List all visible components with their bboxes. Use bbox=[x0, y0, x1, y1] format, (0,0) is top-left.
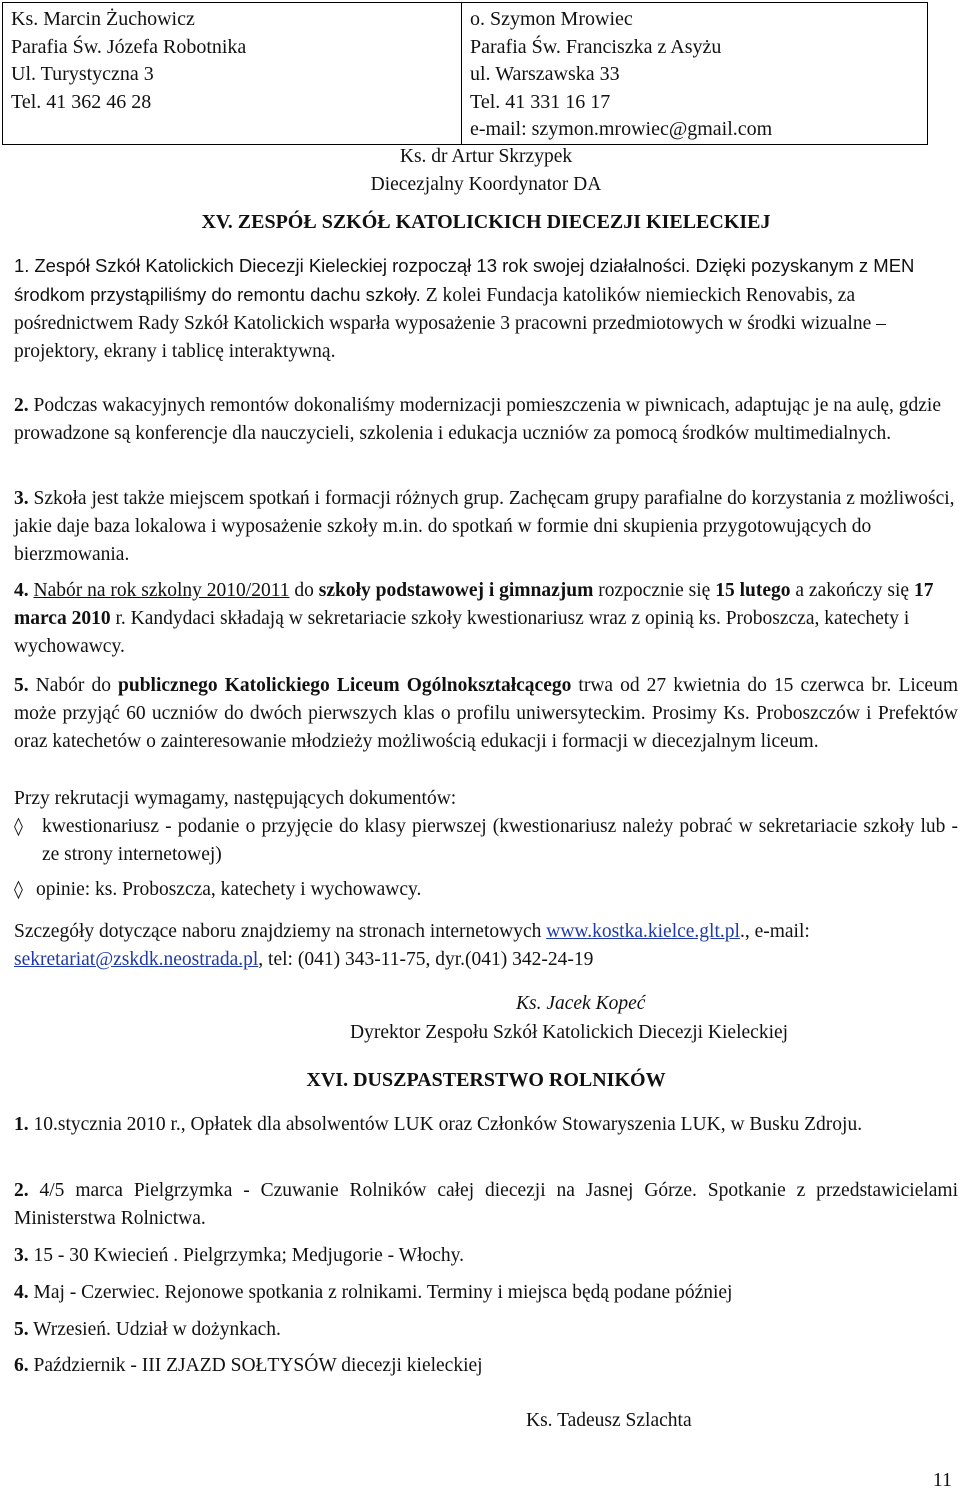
doc-bullet-text: kwestionariusz - podanie o przyjęcie do klasy pierwszej (kwestionariusz należy pobrać w sekretariacie szkoły lub - ze strony internetowej) bbox=[42, 816, 958, 865]
signer-name bbox=[516, 990, 916, 1018]
contact-phone: Tel. 41 362 46 28 bbox=[11, 90, 152, 113]
p5-text: Nabór do bbox=[35, 675, 111, 696]
details bbox=[14, 918, 958, 974]
item-text: Październik - III ZJAZD SOŁTYSÓW diecezji kieleckiej bbox=[33, 1355, 483, 1376]
coordinator-role: Diecezjalny Koordynator DA bbox=[370, 174, 602, 195]
item-number: 1. bbox=[14, 1114, 29, 1135]
p1-sans-text: Zespół Szkół Katolickich Diecezji Kieleckiej rozpoczął 13 rok swojej działalności. Dzięki pozyskanym z MEN środkom przystąpiliśmy do remontu dachu szkoły. bbox=[14, 255, 915, 305]
doc-bullet-1 bbox=[14, 813, 958, 869]
rural-item-1 bbox=[14, 1111, 958, 1139]
item-number: 6. bbox=[14, 1355, 29, 1376]
diamond-bullet-icon: ◊ bbox=[14, 816, 23, 837]
p2-number: 2. bbox=[14, 395, 29, 416]
p4-text: r. Kandydaci składają w sekretariacie szkoły kwestionariusz wraz z opinią ks. Proboszcza, katechety i wychowawcy. bbox=[14, 608, 910, 657]
p1-text: Z kolei Fundacja katolików niemieckich Renovabis, za pośrednictwem Rady Szkół Katolickich wsparła wyposażenie 3 pracowni przedmiotowych w środki wizualne – projektory, ekrany i tablicę interaktywną. bbox=[14, 285, 886, 362]
p3-text: Szkoła jest także miejscem spotkań i formacji różnych grup. Zachęcam grupy parafialne do korzystania z możliwości, jakie daje baza lokalowa i wyposażenie szkoły m.in. do spotkań w formie dni skupienia przygotowujących do bierzmowania. bbox=[14, 488, 955, 565]
section-xvi-signer: Ks. Tadeusz Szlachta bbox=[526, 1410, 692, 1431]
contact-email: e-mail: szymon.mrowiec@gmail.com bbox=[470, 118, 773, 140]
contact-parish: Parafia Św. Józefa Robotnika bbox=[11, 35, 247, 58]
rural-item-5 bbox=[14, 1316, 958, 1344]
website-link[interactable]: www.kostka.kielce.glt.pl bbox=[546, 921, 740, 942]
item-number: 4. bbox=[14, 1282, 29, 1303]
p5-number: 5. bbox=[14, 675, 29, 696]
p5-text: trwa od 27 kwietnia do 15 czerwca br. Liceum może przyjąć 60 uczniów do dwóch pierwszych klas o profilu uniwersyteckim. Prosimy Ks. Proboszczów i Prefektów oraz katechetów o zainteresowanie młodzieży możliwością edukacji i formacji w diecezjalnym liceum. bbox=[14, 675, 959, 752]
contact-name: o. Szymon Mrowiec bbox=[470, 8, 633, 30]
coordinator-name: Ks. dr Artur Skrzypek bbox=[399, 146, 573, 167]
p3-number: 3. bbox=[14, 488, 29, 509]
doc-bullet-2 bbox=[14, 876, 958, 904]
email-link[interactable]: sekretariat@zskdk.neostrada.pl bbox=[14, 949, 259, 970]
p5-school-name: publicznego Katolickiego Liceum Ogólnokształcącego bbox=[118, 675, 572, 696]
section-xv-p2 bbox=[14, 392, 958, 448]
contact-parish: Parafia Św. Franciszka z Asyżu bbox=[470, 35, 722, 58]
p4-start-date: 15 lutego bbox=[715, 580, 791, 601]
contact-right bbox=[462, 3, 928, 145]
p4-school-type: szkoły podstawowej i gimnazjum bbox=[318, 580, 594, 601]
docs-intro: Przy rekrutacji wymagamy, następujących dokumentów: bbox=[14, 788, 457, 809]
details-text: , tel: (041) 343-11-75, dyr.(041) 342-24-19 bbox=[258, 949, 594, 970]
details-text: Szczegóły dotyczące naboru znajdziemy na stronach internetowych bbox=[14, 921, 542, 942]
p4-end-date: 17 marca 2010 bbox=[14, 580, 934, 629]
rural-item-4 bbox=[14, 1279, 958, 1307]
p4-text: do bbox=[294, 580, 314, 601]
section-xvi-title: XVI. DUSZPASTERSTWO ROLNIKÓW bbox=[306, 1069, 666, 1091]
item-number: 2. bbox=[14, 1180, 29, 1201]
section-xv-p5 bbox=[14, 672, 958, 756]
contact-street: Ul. Turystyczna 3 bbox=[11, 63, 154, 85]
item-text: 10.stycznia 2010 r., Opłatek dla absolwentów LUK oraz Członków Stowaryszenia LUK, w Busku Zdroju. bbox=[33, 1114, 863, 1135]
item-text: 4/5 marca Pielgrzymka - Czuwanie Rolników całej diecezji na Jasnej Górze. Spotkanie z przedstawicielami Ministerstwa Rolnictwa. bbox=[14, 1180, 959, 1229]
p1-number: 1. bbox=[14, 255, 30, 276]
contact-name: Ks. Marcin Żuchowicz bbox=[11, 8, 195, 30]
rural-item-3 bbox=[14, 1242, 958, 1270]
details-text: ., e-mail: bbox=[739, 921, 810, 942]
contact-left bbox=[3, 3, 462, 145]
page-number: 11 bbox=[932, 1469, 952, 1491]
section-xv-title: XV. ZESPÓŁ SZKÓŁ KATOLICKICH DIECEZJI KIELECKIEJ bbox=[201, 211, 771, 233]
item-number: 5. bbox=[14, 1319, 29, 1340]
p4-text: a zakończy się bbox=[795, 580, 910, 601]
signer-role: Dyrektor Zespołu Szkół Katolickich Diecezji Kieleckiej bbox=[350, 1022, 789, 1043]
contact-street: ul. Warszawska 33 bbox=[470, 63, 620, 85]
section-xv-p3 bbox=[14, 485, 958, 569]
p4-text: rozpocznie się bbox=[598, 580, 711, 601]
signer-name-text: Ks. Jacek Kopeć bbox=[516, 993, 646, 1014]
contacts-table bbox=[2, 2, 928, 144]
diamond-bullet-icon: ◊ bbox=[14, 879, 23, 900]
section-xv-p1 bbox=[14, 252, 958, 366]
item-text: 15 - 30 Kwiecień . Pielgrzymka; Medjugorie - Włochy. bbox=[33, 1245, 465, 1266]
p4-enrollment-link-text: Nabór na rok szkolny 2010/2011 bbox=[33, 580, 290, 601]
p4-number: 4. bbox=[14, 580, 29, 601]
item-text: Wrzesień. Udział w dożynkach. bbox=[33, 1319, 281, 1340]
item-number: 3. bbox=[14, 1245, 29, 1266]
section-xv-p4 bbox=[14, 577, 958, 661]
doc-bullet-text: opinie: ks. Proboszcza, katechety i wychowawcy. bbox=[36, 879, 422, 900]
rural-item-2 bbox=[14, 1177, 958, 1233]
contact-phone: Tel. 41 331 16 17 bbox=[470, 90, 611, 113]
p2-text: Podczas wakacyjnych remontów dokonaliśmy modernizacji pomieszczenia w piwnicach, adaptując je na aulę, gdzie prowadzone są konferencje dla nauczycieli, szkolenia i edukacja uczniów za pomocą środków multimedialnych. bbox=[14, 395, 941, 444]
coordinator bbox=[14, 143, 958, 199]
rural-item-6 bbox=[14, 1352, 958, 1380]
item-text: Maj - Czerwiec. Rejonowe spotkania z rolnikami. Terminy i miejsca będą podane później bbox=[33, 1282, 733, 1303]
